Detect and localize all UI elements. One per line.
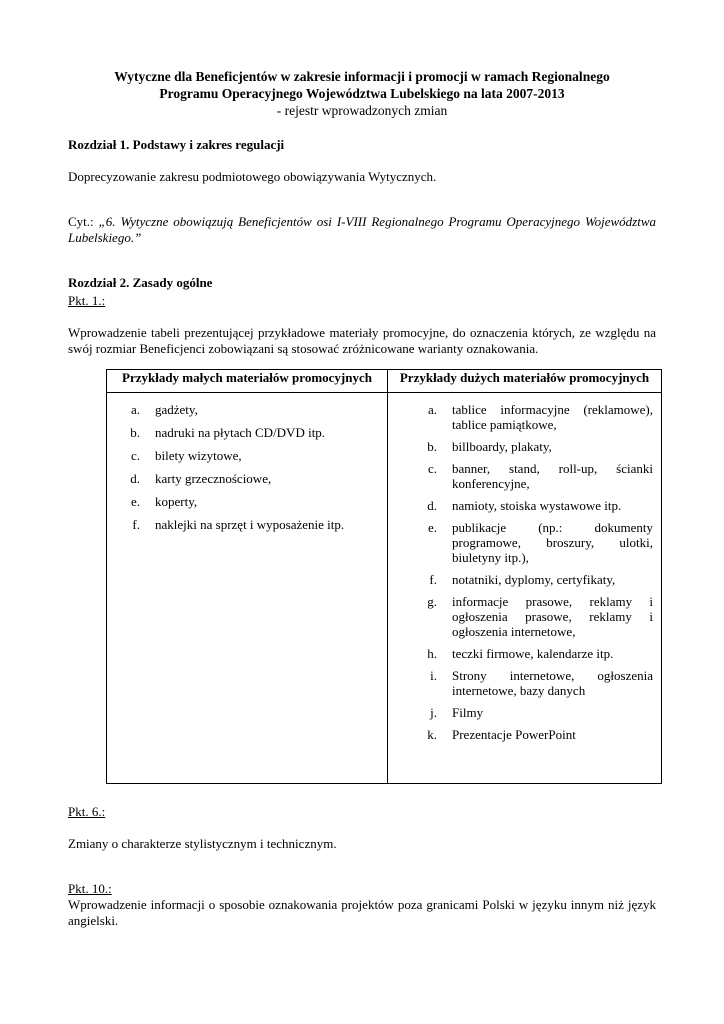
list-item: a. gadżety, [130,402,198,417]
quote-prefix: Cyt.: [68,214,99,229]
chapter2-heading: Rozdział 2. Zasady ogólne [68,275,213,290]
column-header-large: Przykłady dużych materiałów promocyjnych [388,370,662,393]
list-item: b. nadruki na płytach CD/DVD itp. [130,425,326,440]
pkt6-text: Zmiany o charakterze stylistycznym i technicznym. [68,836,337,851]
quote-text: „6. Wytyczne obowiązują Beneficjentów osi I-VIII Regionalnego Programu Operacyjnego Województwa Lubelskiego.” [68,214,656,245]
chapter1-quote [68,214,656,246]
chapter1-heading: Rozdział 1. Podstawy i zakres regulacji [68,137,285,152]
large-materials-cell [388,393,662,784]
large-materials-list [388,402,653,742]
list-item: i. Strony internetowe, ogłoszenia internetowe, bazy danych [430,668,653,698]
list-item: j. Filmy [430,705,484,720]
title-line-2: Programu Operacyjnego Województwa Lubelskiego na lata 2007-2013 [159,86,565,101]
list-item: d. namioty, stoiska wystawowe itp. [427,498,622,513]
list-item: k. Prezentacje PowerPoint [427,727,576,742]
list-item: b. billboardy, plakaty, [427,439,552,454]
list-item: h. teczki firmowe, kalendarze itp. [427,646,614,661]
small-materials-list [107,402,379,532]
list-item: f. notatniki, dyplomy, certyfikaty, [429,572,616,587]
pkt10-label: Pkt. 10.: [68,881,112,896]
pkt10-text: Wprowadzenie informacji o sposobie oznakowania projektów poza granicami Polski w języku innym niż język angielski. [68,897,656,928]
list-item: a. tablice informacyjne (reklamowe), tablice pamiątkowe, [427,402,653,432]
list-item: e. publikacje (np.: dokumenty programowe, broszury, ulotki, biuletyny itp.), [427,520,653,565]
document-subtitle: - rejestr wprowadzonych zmian [276,103,448,118]
list-item: d. karty grzecznościowe, [130,471,272,486]
list-item: c. bilety wizytowe, [130,448,242,463]
document-title [68,68,656,102]
list-item: e. koperty, [130,494,198,509]
list-item: c. banner, stand, roll-up, ścianki konferencyjne, [427,461,653,491]
list-item: g. informacje prasowe, reklamy i ogłoszenia prasowe, reklamy i ogłoszenia internetowe, [427,594,653,639]
title-line-1: Wytyczne dla Beneficjentów w zakresie informacji i promocji w ramach Regionalnego [114,69,610,84]
list-item: f. naklejki na sprzęt i wyposażenie itp. [132,517,345,532]
pkt1-text: Wprowadzenie tabeli prezentującej przykładowe materiały promocyjne, do oznaczenia których, ze względu na swój rozmiar Beneficjenci zobowiązani są stosować zróżnicowane warianty oznakowania. [68,325,656,356]
column-header-small: Przykłady małych materiałów promocyjnych [107,370,388,393]
pkt6-label: Pkt. 6.: [68,804,106,819]
materials-table [106,369,662,784]
chapter1-text: Doprecyzowanie zakresu podmiotowego obowiązywania Wytycznych. [68,169,437,184]
small-materials-cell [107,393,388,784]
pkt1-label: Pkt. 1.: [68,293,106,308]
